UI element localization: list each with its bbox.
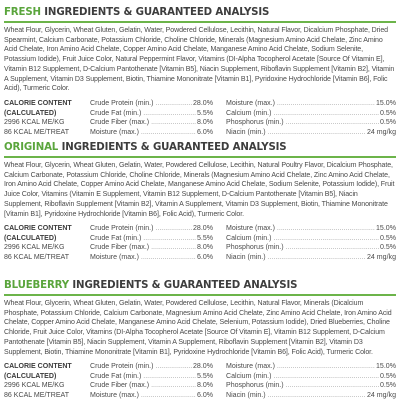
calorie-subtitle: (CALCULATED) [4,234,57,242]
analysis-value: 24 mg/kg [367,128,396,136]
analysis-value: 24 mg/kg [367,254,396,261]
analysis-value: 0.5% [379,244,396,252]
analysis-value: 0.5% [379,109,396,117]
analysis-row [226,224,396,234]
analysis-row [226,391,396,401]
analysis-row [226,109,396,119]
analysis-row [90,224,213,234]
analysis-value: 28.0% [193,99,213,107]
calorie-per-treat: 86 KCAL ME/TREAT [4,392,70,399]
section-heading [4,279,396,293]
analysis-row [226,362,396,372]
analysis-value: 5.5% [196,109,213,117]
section-heading-suffix: INGREDIENTS & GUARANTEED ANALYSIS [44,7,270,18]
analysis-column-left [90,362,213,400]
analysis-label: Crude Protein (min.) ..... [90,224,192,234]
analysis-column-right [226,224,396,262]
analysis-row [90,118,213,128]
calorie-title: CALORIE CONTENT [4,99,72,107]
analysis-value: 5.5% [196,234,213,242]
analysis-row [90,243,213,253]
analysis-label: Calcium (min.) ..... [226,234,379,244]
analysis-label: Moisture (max.) ..... [226,362,375,372]
analysis-label: Crude Fiber (max.) ..... [90,243,196,253]
section-heading [4,6,396,20]
analysis-value: 15.0% [376,225,396,233]
analysis-value: 15.0% [376,363,396,371]
guaranteed-analysis [4,99,396,137]
analysis-column-left [90,99,213,137]
section-heading [4,141,396,155]
analysis-row [226,234,396,244]
section-name: FRESH [4,7,41,18]
analysis-value: 6.0% [196,392,213,399]
section-heading-suffix: INGREDIENTS & GUARANTEED ANALYSIS [61,142,287,153]
analysis-column-right [226,99,396,137]
analysis-row [226,372,396,382]
analysis-row [90,99,213,109]
analysis-label: Crude Fat (min.) ..... [90,234,196,244]
analysis-label: Phosphorus (min.) ..... [226,118,379,128]
ingredients-text: Wheat Flour, Glycerin, Wheat Gluten, Gelatin, Water, Powdered Cellulose, Lecithin, Natural Flavor, Dicalcium Phosphate, Dried Spearmint, Calcium Carbonate, Potassium Chloride, Choline Chloride, Minerals (Magnesium Amino Acid Chelate, Zinc Amino Acid Chelate, Iron Amino Acid Chelate, Copper Amino Acid Chelate, Manganese Amino Acid Chelate, Sodium Selenite, Potassium Iodide), Fruit Juice Color, Natural Peppermint Flavor, Vitamins (DI-Alpha Tocopherol Acetate [Source Of Vitamin E], Vitamin B12 Supplement, D-Calcium Pantothenate [Vitamin B5], Niacin Supplement, Riboflavin Supplement [Vitamin B2], Vitamin A Supplement, Vitamin D3 Supplement, Biotin, Thiamine Mononitrate [Vitamin B1], Pyridoxine Hydrochloride [Vitamin B6], Folic Acid), Turmeric Color. [4,27,395,93]
analysis-label: Moisture (max.) ..... [90,253,196,263]
calorie-per-kg: 2996 KCAL ME/KG [4,382,65,390]
section-fresh [4,6,396,137]
analysis-label: Niacin (min.) ..... [226,128,366,138]
calorie-per-treat: 86 KCAL ME/TREAT [4,128,70,136]
calorie-per-treat: 86 KCAL ME/TREAT [4,254,70,261]
calorie-per-kg: 2996 KCAL ME/KG [4,119,65,127]
analysis-row [226,128,396,138]
calorie-subtitle: (CALCULATED) [4,109,57,117]
analysis-label: Moisture (max.) ..... [226,99,375,109]
analysis-row [90,391,213,401]
analysis-label: Niacin (min.) ..... [226,391,366,401]
analysis-row [90,234,213,244]
analysis-label: Phosphorus (min.) ..... [226,381,379,391]
calorie-title: CALORIE CONTENT [4,363,72,371]
analysis-row [90,253,213,263]
analysis-value: 0.5% [379,119,396,127]
analysis-value: 0.5% [379,234,396,242]
analysis-value: 15.0% [376,99,396,107]
analysis-label: Crude Protein (min.) ..... [90,362,192,372]
analysis-value: 0.5% [379,372,396,380]
analysis-label: Crude Fat (min.) ..... [90,372,196,382]
guaranteed-analysis [4,224,396,262]
analysis-value: 5.5% [196,372,213,380]
calorie-content [4,224,90,262]
calorie-content [4,362,90,400]
analysis-label: Moisture (max.) ..... [90,128,196,138]
heading-divider [4,21,396,23]
analysis-label: Crude Fat (min.) ..... [90,109,196,119]
analysis-value: 6.0% [196,254,213,261]
heading-divider [4,156,396,158]
analysis-value: 6.0% [196,128,213,136]
analysis-row [226,99,396,109]
analysis-row [90,381,213,391]
ingredients-text: Wheat Flour, Glycerin, Wheat Gluten, Gelatin, Water, Powdered Cellulose, Lecithin, Natural Poultry Flavor, Dicalcium Phosphate, Calcium Carbonate, Potassium Chloride, Choline Chloride, Minerals (Magnesium Amino Acid Chelate, Zinc Amino Acid Chelate, Iron Amino Acid Chelate, Copper Amino Acid Chelate, Manganese Amino Acid Chelate, Sodium Selenite, Potassium Iodide), Fruit Juice Color, Vitamins (Vitamin E Supplement, Vitamin B12 Supplement, D-Calcium Pantothenate [Vitamin B5], Niacin Supplement, Riboflavin Supplement [Vitamin B2], Vitamin A Supplement, Vitamin D3 Supplement, Biotin, Thiamine Mononitrate [Vitamin B1], Pyridoxine Hydrochloride [Vitamin B6], Folic Acid), Turmeric Color. [4,162,395,218]
analysis-row [90,109,213,119]
analysis-row [226,253,396,263]
analysis-label: Moisture (max.) ..... [226,224,375,234]
analysis-value: 8.0% [196,382,213,390]
analysis-label: Niacin (min.) ..... [226,253,366,263]
analysis-column-right [226,362,396,400]
analysis-label: Phosphorus (min.) ..... [226,243,379,253]
analysis-row [226,243,396,253]
calorie-subtitle: (CALCULATED) [4,372,57,380]
analysis-label: Crude Fiber (max.) ..... [90,381,196,391]
analysis-row [90,372,213,382]
analysis-value: 28.0% [193,225,213,233]
analysis-value: 28.0% [193,363,213,371]
section-blueberry [4,279,396,401]
ingredients-text: Wheat Flour, Glycerin, Wheat Gluten, Gelatin, Water, Powdered Cellulose, Lecithin, Natural Flavor, Minerals (Dicalcium Phosphate, Potassium Chloride, Calcium Carbonate, Magnesium Amino Acid Chelate, Zinc Amino Acid Chelate, Iron Amino Acid Chelate, Copper Amino Acid Chelate, Manganese Amino Acid Chelate, Selenium, Potassium Iodide), Dried Blueberries, Choline Chloride, Fruit Juice Color, Vitamins (DI-Alpha Tocopherol Acetate [Source Of Vitamin E], Vitamin B12 Supplement, D-Calcium Pantothenate [Vitamin B5], Niacin Supplement, Vitamin A Supplement, Riboflavin Supplement [Vitamin B2], Vitamin D3 Supplement, Biotin, Thiamine Mononitrate [Vitamin B1], Pyridoxine Hydrochloride [Vitamin B6], Folic Acid), Turmeric Color. [4,300,392,356]
analysis-label: Crude Fiber (max.) ..... [90,118,196,128]
analysis-row [90,128,213,138]
section-name: BLUEBERRY [4,280,70,291]
analysis-label: Crude Protein (min.) ..... [90,99,192,109]
calorie-content [4,99,90,137]
analysis-label: Calcium (min.) ..... [226,109,379,119]
analysis-row [226,118,396,128]
analysis-value: 0.5% [379,382,396,390]
section-original [4,141,396,263]
analysis-row [226,381,396,391]
analysis-row [90,362,213,372]
heading-divider [4,294,396,296]
analysis-value: 24 mg/kg [367,392,396,399]
guaranteed-analysis [4,362,396,400]
section-name: ORIGINAL [4,142,59,153]
analysis-label: Calcium (min.) ..... [226,372,379,382]
section-heading-suffix: INGREDIENTS & GUARANTEED ANALYSIS [72,280,298,291]
calorie-per-kg: 2996 KCAL ME/KG [4,244,65,252]
analysis-label: Moisture (max.) ..... [90,391,196,401]
calorie-title: CALORIE CONTENT [4,225,72,233]
analysis-value: 8.0% [196,244,213,252]
analysis-value: 8.0% [196,119,213,127]
analysis-column-left [90,224,213,262]
